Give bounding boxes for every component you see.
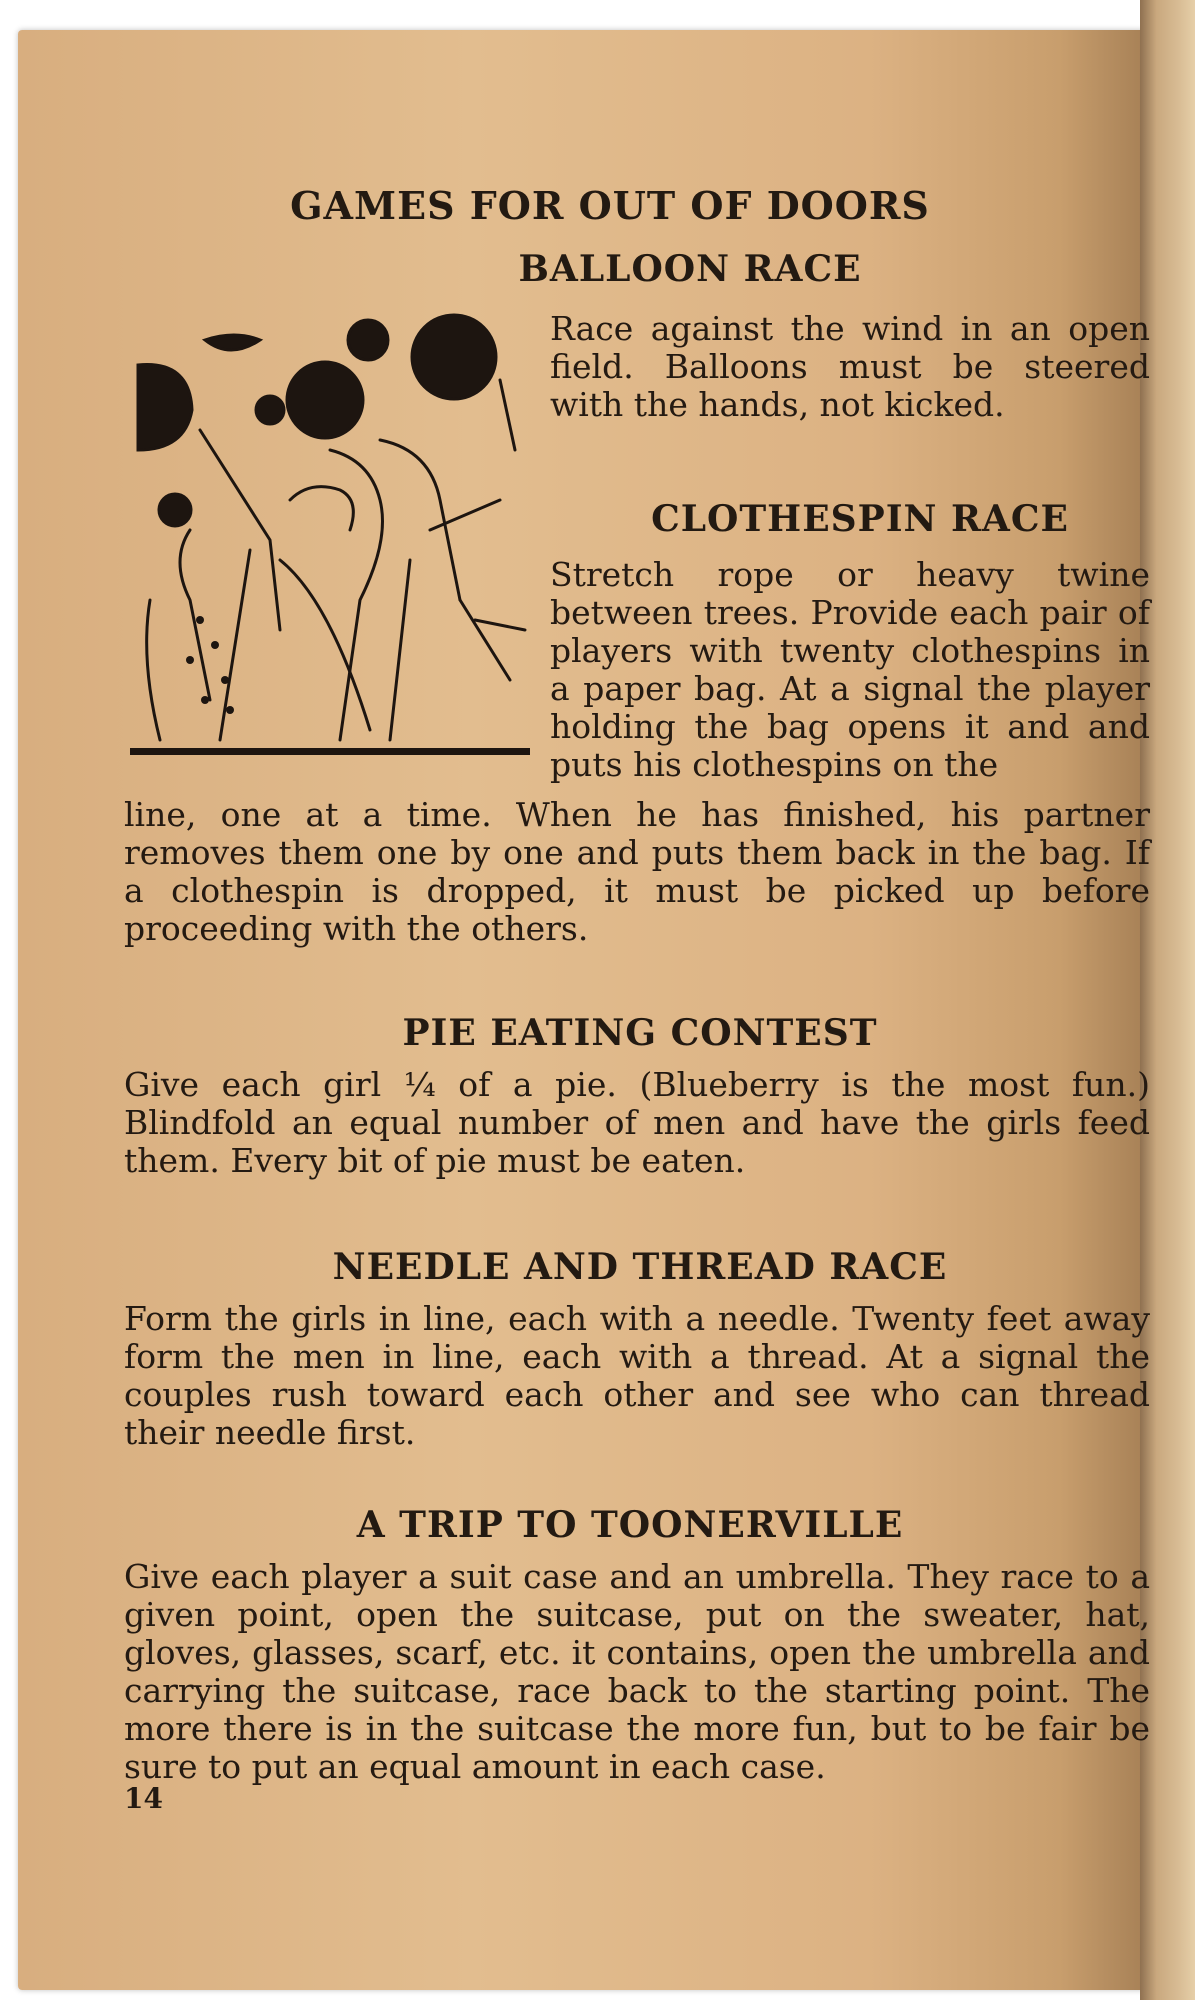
balloon-icon — [205, 335, 260, 350]
clothespin-race-text-continued: line, one at a time. When he has finished, his partner removes them one by one and puts them back in the bag. If a clothespin is dropped, it must be picked up before proceeding with the others. — [124, 795, 1150, 948]
heading-pie-eating-contest: PIE EATING CONTEST — [402, 1012, 878, 1054]
ground-line — [130, 748, 530, 755]
trip-to-toonerville-text: Give each player a suit case and an umbrella. They race to a given point, open the suitcase, put on the sweater, hat, gloves, glasses, scarf, etc. it contains, open the umbrella and carrying the suitcase, race back to the starting point. The more there is in the suitcase the more fun, but to be fair be sure to put an equal amount in each case. — [124, 1557, 1150, 1786]
heading-needle-and-thread-race: NEEDLE AND THREAD RACE — [332, 1246, 948, 1288]
needle-and-thread-race-text: Form the girls in line, each with a needle. Twenty feet away form the men in line, each with a thread. At a signal the couples rush toward each other and see who can thread their needle first. — [124, 1299, 1150, 1452]
balloon-race-text: Race against the wind in an open field. Balloons must be steered with the hands, not kicked. — [550, 309, 1150, 424]
balloon-icon — [159, 494, 191, 526]
heading-trip-to-toonerville: A TRIP TO TOONERVILLE — [356, 1504, 904, 1546]
pie-eating-contest-text: Give each girl ¼ of a pie. (Blueberry is the most fun.) Blindfold an equal number of men and have the girls feed them. Every bit of pie must be eaten. — [124, 1065, 1150, 1180]
page-number: 14 — [124, 1782, 163, 1815]
heading-clothespin-race: CLOTHESPIN RACE — [651, 498, 1069, 540]
balloon-icon — [412, 315, 496, 399]
balloon-race-illustration — [130, 300, 530, 760]
balloon-icon — [138, 365, 192, 450]
clothespin-race-text-side: Stretch rope or heavy twine between trees. Provide each pair of players with twenty clothespins in a paper bag. At a signal the player holding the bag opens it and and puts his clothespins on the — [550, 555, 1150, 784]
balloon-icon — [256, 396, 284, 424]
page-title: GAMES FOR OUT OF DOORS — [290, 183, 930, 228]
heading-balloon-race: BALLOON RACE — [518, 248, 862, 290]
balloon-icon — [287, 362, 363, 438]
balloon-icon — [348, 320, 388, 360]
